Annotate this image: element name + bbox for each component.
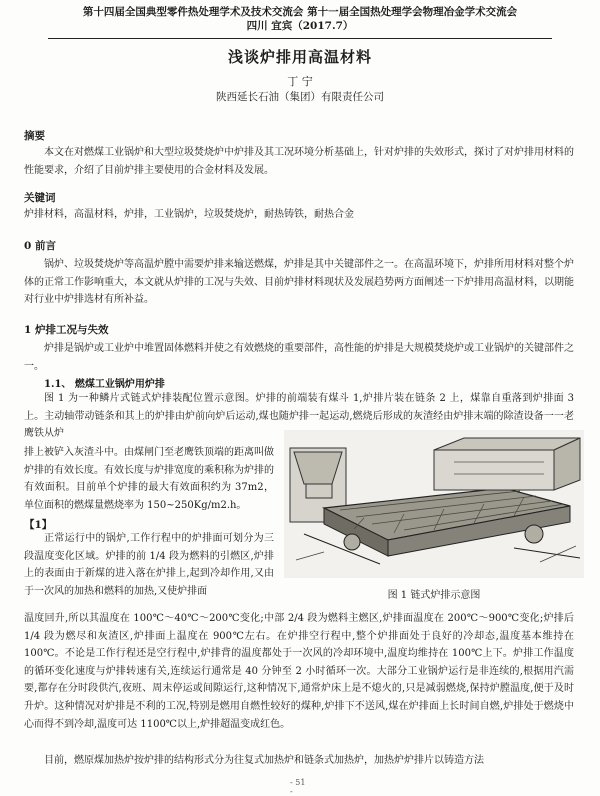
chain-grate-figure [284, 430, 584, 578]
section1-heading: 1 炉排工况与失效 [24, 324, 109, 336]
section1-paragraph1-column: 排上被铲入灰渣斗中。由煤闸门至老鹰铁顶端的距离叫做炉排的有效长度。有效长度与炉排宽度的乘积称为炉排的有效面积。目前单个炉排的最大有效面积约为 37m2，单位面积的燃煤量燃烧率为 150~250Kg/m2.h。 [24, 447, 274, 511]
keywords-text: 炉排材料，高温材料，炉排，工业锅炉，垃圾焚烧炉，耐热铸铁，耐热合金 [24, 209, 354, 220]
keywords-heading: 关键词 [24, 192, 56, 204]
section1-paragraph3: 目前，燃原煤加热炉按炉排的结构形式分为往复式加热炉和链条式加热炉，加热炉炉排片以铸造方法 [44, 755, 484, 766]
abstract-heading: 摘要 [24, 130, 45, 142]
paper-author: 丁 宁 [287, 75, 313, 88]
conference-header-line1: 第十四届全国典型零件热处理学术及技术交流会 第十一届全国热处理学会物理冶金学术交流会 [82, 6, 518, 18]
conference-header-line2: 四川 宜宾（2017.7） [246, 20, 354, 32]
paper-title: 浅谈炉排用高温材料 [227, 48, 372, 66]
abstract-text: 本文在对燃煤工业锅炉和大型垃圾焚烧炉中炉排及其工况环境分析基础上，针对炉排的失效形式，探讨了对炉排用材料的性能要求，介绍了目前炉排主要使用的合金材料及发展。 [24, 147, 574, 176]
reference-marker: 【1】 [24, 519, 53, 531]
section0-heading: 0 前言 [24, 240, 56, 252]
header-rule [48, 38, 552, 39]
section0-text: 锅炉、垃圾焚烧炉等高温炉膛中需要炉排来输送燃煤，炉排是其中关键部件之一。在高温环境下，炉排所用材料对整个炉体的正常工作影响重大，本文就从炉排的工况与失效、目前炉排材料现状及发展趋势两方面阐述一下炉排用高温材料，以期能对行业中炉排选材有所补益。 [24, 259, 574, 306]
figure-caption: 图 1 链式炉排示意图 [387, 590, 481, 601]
page-number: - 51 - [290, 778, 306, 796]
paper-affiliation: 陕西延长石油（集团）有限责任公司 [216, 91, 384, 103]
section1-intro: 炉排是锅炉或工业炉中堆置固体燃料并使之有效燃烧的重要部件，高性能的炉排是大规模焚烧炉或工业锅炉的关键部件之一。 [24, 343, 574, 372]
section1-paragraph1-full: 图 1 为一种鳞片式链式炉排装配位置示意图。炉排的前端装有煤斗 1,炉排片装在链条 2 上，煤靠自重落到炉排面 3 上。主动轴带动链条和其上的炉排由炉前向炉后运动,煤也随炉排一起运动,燃烧后形成的灰渣经由炉排末端的除渣设备一一老鹰铁从炉 [24, 393, 574, 440]
section1-paragraph2-column: 正常运行中的锅炉,工作行程中的炉排面可划分为三段温度变化区域。炉排的前 1/4 段为燃料的引燃区,炉排上的表面由于新煤的进入落在炉排上,起到冷却作用,又由于一次风的加热和燃料的加热,又使炉排面 [24, 533, 274, 597]
section1-paragraph2-full: 温度回升,所以其温度在 100℃～40℃～200℃变化;中部 2/4 段为燃料主燃区,炉排面温度在 200℃～900℃变化;炉排后 1/4 段为燃尽和灰渣区,炉排面上温度在 900℃左右。在炉排空行程中,整个炉排面处于良好的冷却态,温度基本维持在 100℃。不论是工作行程还是空行程中,炉排背的温度都处于一次风的冷却环境中,温度均维持在 100℃上下。炉排工作温度的循环变化速度与炉排转速有关,连续运行通常是 40 分钟至 2 小时循环一次。大部分工业锅炉运行是非连续的,根据用汽需要,都存在分时段供汽,夜班、周末停运或间隙运行,这种情况下,通常炉床上是不熄火的,只是减弱燃烧,保持炉膛温度,便于及时升炉。这种情况对炉排是不利的工况,特别是燃用自燃性较好的煤种,炉排下不送风,煤在炉排面上长时间自燃,炉排处于燃烧中心而得不到冷却,温度可达 1100℃以上,炉排超温变成红色。 [24, 613, 574, 730]
subsection-heading: 1.1、 燃煤工业锅炉用炉排 [44, 379, 165, 390]
